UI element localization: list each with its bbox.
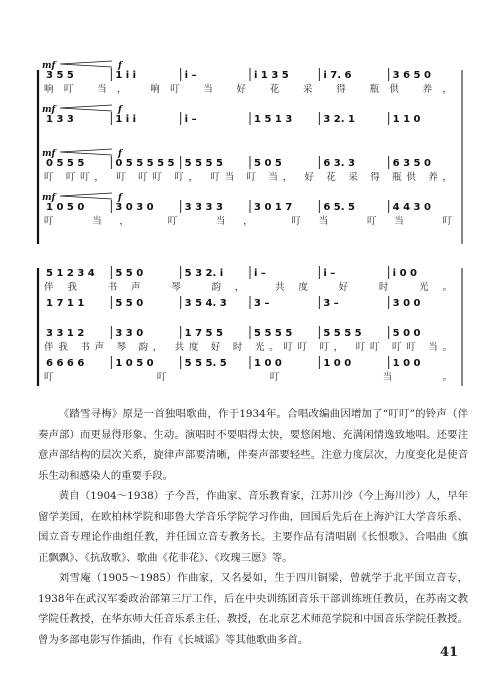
page-number: 41: [440, 645, 459, 660]
system-2-staff-2-measure-6: 3 0 0: [392, 298, 421, 309]
system-2-staff-4-measure-1: 6 6 6 6: [46, 358, 85, 369]
system-1-staff-3-measure-6: 6 3 5 0: [392, 158, 431, 169]
system-1-staff-1-measure-2: 1 i i: [115, 70, 137, 81]
system-2-staff-2-measure-2: 5 5 0: [115, 298, 144, 309]
system-2-staff-1-lyrics: 伴我 书声 琴 韵， 共度 好 时 光。: [44, 282, 453, 293]
system-1-staff-3-measure-2: 0 5 5 5 5 5: [115, 158, 175, 169]
system-1-staff-3-measure-5: 6 3. 3: [323, 158, 355, 169]
system-1-staff-1-measure-6: 3 6 5 0: [392, 70, 431, 81]
system-2-staff-4-measure-3: 5 5 5. 5: [184, 358, 227, 369]
system-2-staff-4-measure-6: 1 0 0: [392, 358, 421, 369]
system-2-staff-4-measure-4: 1 0 0: [254, 358, 282, 369]
system-1-staff-3-dynamic-1: mf: [42, 149, 56, 159]
system-1-staff-1-measure-5: i 7. 6: [323, 70, 352, 81]
system-1-staff-3-measure-1: 0 5 5 5: [46, 158, 85, 169]
system-2-staff-3-measure-4: 5 5 5 5: [254, 328, 293, 339]
system-1-staff-4-measure-4: 3 0 1 7: [254, 202, 293, 213]
paragraph-liu-xuean: 刘雪庵（1905～1985）作曲家，又名晏如，生于四川铜梁，曾就学于北平国立音专，1938年在武汉军委政治部第三厅工作，后在中央训练团音乐干部训练班任教员，在苏南文教学院任教授，在华东师大任音乐系主任、教授，在北京艺术师范学院和中国音乐学院任教授。曾为多部电影写作插曲，作有《长城谣》等其他歌曲多首。: [38, 572, 468, 646]
system-1-staff-4-measure-1: 1 0 5 0: [46, 202, 85, 213]
system-1-staff-2-measure-2: 1 i i: [115, 114, 137, 125]
system-1-staff-3-crescendo-hairpin: [60, 149, 112, 155]
system-2-staff-1-measure-5: i –: [323, 268, 336, 279]
system-1-staff-2-dynamic-2: f: [118, 105, 122, 115]
system-2-staff-1-measure-2: 5 5 0: [115, 268, 144, 279]
system-2-staff-2-measure-1: 1 7 1 1: [46, 298, 85, 309]
system-1-staff-3-measure-3: 5 5 5 5: [184, 158, 223, 169]
system-1-staff-2-measure-3: i –: [184, 114, 197, 125]
system-1-staff-1-crescendo-hairpin: [60, 61, 112, 67]
system-1-staff-1-measure-1: 3 5 5: [46, 70, 74, 81]
system-1-staff-2-measure-4: 1 5 1 3: [254, 114, 293, 125]
system-2-staff-2-measure-4: 3 –: [254, 298, 270, 309]
system-2-staff-1-measure-4: i –: [254, 268, 266, 279]
system-1-staff-2-crescendo-hairpin: [60, 105, 112, 111]
system-1-staff-2-measure-5: 3 2. 1: [323, 114, 355, 125]
system-1-staff-4-dynamic-1: mf: [42, 193, 56, 203]
system-2-staff-4-measure-2: 1 0 5 0: [115, 358, 154, 369]
system-1-staff-2-dynamic-1: mf: [42, 105, 56, 115]
score-system-2: [38, 266, 462, 386]
system-1-staff-4-crescendo-hairpin: [60, 193, 112, 199]
system-2-staff-3-measure-6: 5 0 0: [392, 328, 421, 339]
system-2-staff-3-lyrics: 伴我 书声 琴 韵， 共度 好 时 光。叮叮 叮， 叮叮 叮叮 当。: [44, 342, 452, 353]
system-2-staff-1-measure-3: 5 3 2. i: [184, 268, 224, 279]
system-1-staff-3-lyrics: 叮 叮叮， 叮 叮叮 叮， 叮当 叮 当， 好 花 采 得 瓶供 养，: [44, 172, 452, 183]
system-1-staff-2-measure-1: 1 3 3: [46, 114, 74, 125]
system-2-staff-4-lyrics: 叮 叮 叮 当。: [44, 372, 452, 383]
paragraph-huang-zi: 黄自（1904～1938）子今吾，作曲家、音乐教育家，江苏川沙（今上海川沙）人，早年留学美国，在欧柏林学院和耶鲁大学音乐学院学习作曲，回国后先后在上海沪江大学音乐系、国立音专理论作曲组任教，并任国立音专教务长。主要作品有清唱剧《长恨歌》、合唱曲《旗正飘飘》、《抗敌歌》、歌曲《花非花》、《玫瑰三愿》等。: [38, 490, 468, 564]
system-1-staff-1-dynamic-1: mf: [42, 61, 56, 71]
system-1-staff-2-measure-6: 1 1 0: [392, 114, 421, 125]
system-2-staff-1-measure-1: 5 1 2 3 4: [46, 268, 95, 279]
system-1-staff-4-measure-5: 6 5. 5: [323, 202, 355, 213]
system-2-staff-2-measure-3: 3 5 4. 3: [184, 298, 227, 309]
system-1-staff-3-measure-4: 5 0 5: [254, 158, 282, 169]
score-system-1: [38, 61, 462, 244]
system-2-staff-4-measure-5: 1 0 0: [323, 358, 352, 369]
system-2-staff-3-measure-1: 3 3 1 2: [46, 328, 85, 339]
system-2-staff-2-measure-5: 3 –: [323, 298, 339, 309]
system-1-staff-4-measure-2: 3 0 3 0: [115, 202, 154, 213]
paragraph-song-intro: 《踏雪寻梅》原是一首独唱歌曲，作于1934年。合唱改编曲因增加了“叮叮”的铃声（伴奏声部）而更显得形象、生动。演唱时不要唱得太快，要悠闲地、充满闲情逸致地唱。还要注意声部结构的层次关系，旋律声部要清晰，伴奏声部要轻些。注意力度层次，力度变化是使音乐生动和感染人的重要手段。: [38, 408, 468, 482]
system-1-staff-1-lyrics: 响叮 当， 响叮 当 好 花 采 得 瓶供 养，: [44, 84, 453, 95]
system-2-staff-3-measure-2: 3 3 0: [115, 328, 144, 339]
system-1-staff-1-dynamic-2: f: [118, 61, 122, 71]
commentary-text: [38, 404, 468, 650]
system-2-staff-3-measure-3: 1 7 5 5: [184, 328, 223, 339]
system-1-staff-4-lyrics: 叮 当， 叮 当， 叮当 叮当 叮: [44, 216, 452, 227]
system-1-staff-3-dynamic-2: f: [118, 149, 122, 159]
system-2-staff-1-measure-6: i 0 0: [392, 268, 417, 279]
system-2-staff-3-measure-5: 5 5 5 5: [323, 328, 362, 339]
system-1-staff-4-dynamic-2: f: [118, 193, 122, 203]
system-1-staff-1-measure-3: i –: [184, 70, 197, 81]
system-1-staff-1-measure-4: i 1 3 5: [254, 70, 289, 81]
system-1-staff-4-measure-6: 4 4 3 0: [392, 202, 431, 213]
system-1-staff-4-measure-3: 3 3 3 3: [184, 202, 223, 213]
